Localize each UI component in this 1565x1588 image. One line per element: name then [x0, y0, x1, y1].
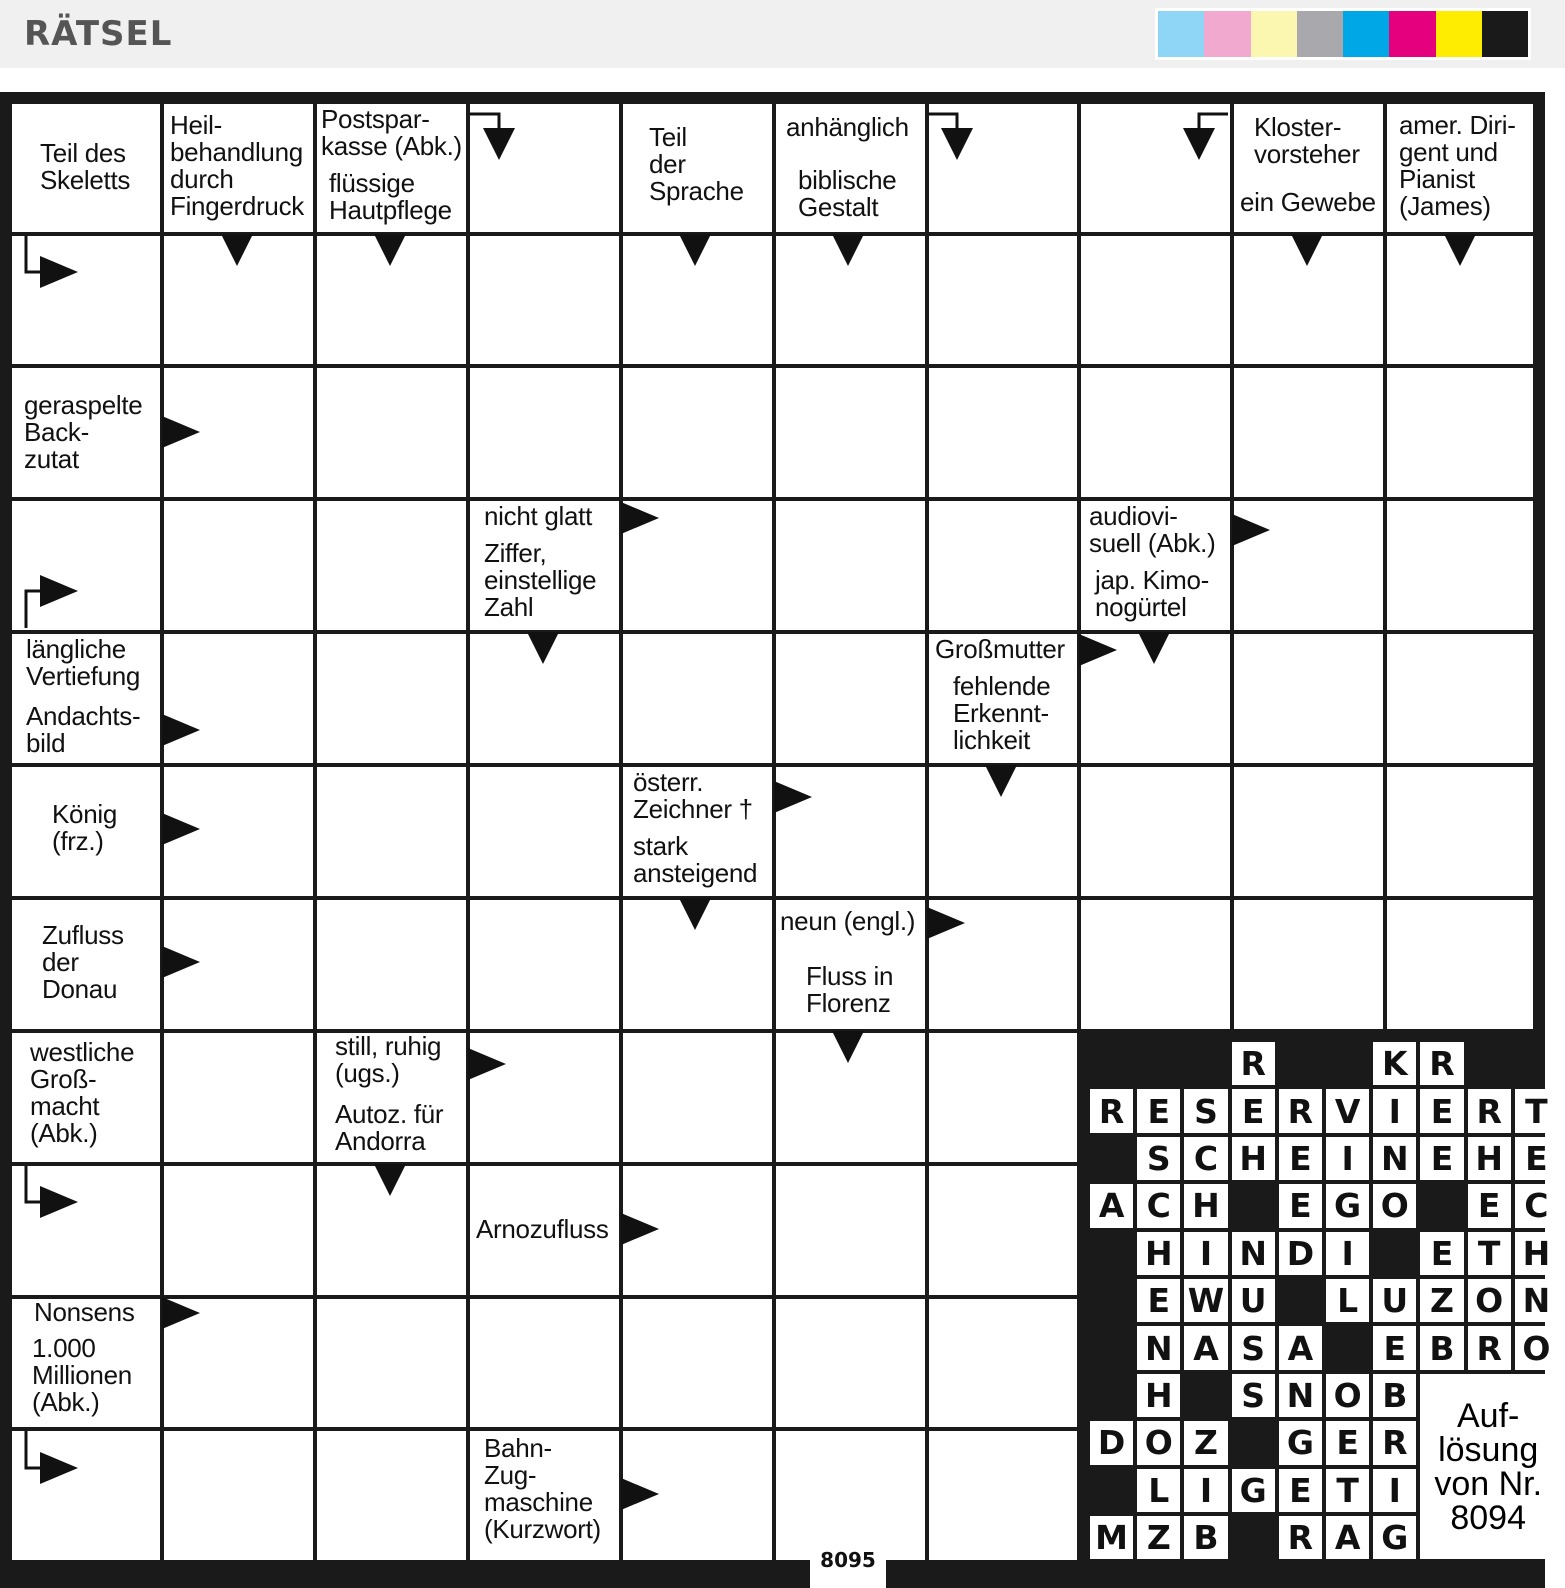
clue-text: Fluss in Florenz	[806, 961, 894, 1018]
solution-letter: I	[1184, 1469, 1227, 1512]
solution-letter: E	[1468, 1184, 1511, 1227]
solution-letter: C	[1137, 1184, 1180, 1227]
solution-letter: S	[1184, 1089, 1227, 1132]
clue-text: ein Gewebe	[1240, 187, 1376, 217]
solution-letter: U	[1373, 1279, 1416, 1322]
clue-text: anhänglich	[786, 112, 909, 142]
solution-letter: N	[1373, 1137, 1416, 1180]
solution-letter: A	[1090, 1184, 1133, 1227]
arrow-down-icon	[374, 1164, 406, 1196]
clue-text: westliche Groß- macht (Abk.)	[30, 1037, 135, 1148]
clue-text: Teil des Skeletts	[40, 138, 131, 195]
solution-letter: H	[1137, 1232, 1180, 1275]
solution-letter: S	[1137, 1137, 1180, 1180]
solution-letter: E	[1326, 1421, 1369, 1464]
solution-letter: E	[1232, 1089, 1275, 1132]
solution-letter: C	[1184, 1137, 1227, 1180]
solution-letter: L	[1326, 1279, 1369, 1322]
solution-letter: A	[1184, 1326, 1227, 1369]
arrow-right-icon	[927, 907, 965, 939]
clue-text: nicht glatt	[484, 501, 592, 531]
solution-letter: U	[1232, 1279, 1275, 1322]
solution-letter: G	[1232, 1469, 1275, 1512]
solution-letter: R	[1420, 1042, 1463, 1085]
arrow-right-icon	[621, 1213, 659, 1245]
clue-text: Nonsens	[34, 1297, 135, 1327]
solution-letter: S	[1232, 1326, 1275, 1369]
arrow-down-icon	[221, 234, 253, 266]
solution-letter: G	[1279, 1421, 1322, 1464]
solution-letter: E	[1279, 1469, 1322, 1512]
solution-letter: N	[1137, 1326, 1180, 1369]
solution-letter: O	[1326, 1374, 1369, 1417]
solution-letter: E	[1515, 1137, 1558, 1180]
solution-letter: D	[1090, 1421, 1133, 1464]
solution-letter: Z	[1137, 1516, 1180, 1559]
arrow-down-icon	[483, 128, 515, 160]
arrow-down-icon	[1138, 632, 1170, 664]
clue-text: längliche Vertiefung	[26, 634, 141, 691]
solution-letter: C	[1515, 1184, 1558, 1227]
solution-letter: E	[1279, 1137, 1322, 1180]
clue-text: amer. Diri- gent und Pianist (James)	[1399, 110, 1516, 221]
bent-arrow-line	[26, 591, 42, 628]
arrow-right-icon	[162, 946, 200, 978]
solution-letter: E	[1420, 1137, 1463, 1180]
solution-letter: L	[1137, 1469, 1180, 1512]
solution-letter: I	[1373, 1089, 1416, 1132]
arrow-right-icon	[162, 813, 200, 845]
solution-letter: R	[1468, 1326, 1511, 1369]
solution-letter: O	[1373, 1184, 1416, 1227]
arrow-down-icon	[985, 765, 1017, 797]
solution-letter: E	[1373, 1326, 1416, 1369]
arrow-down-icon	[527, 632, 559, 664]
arrow-right-icon	[1232, 514, 1270, 546]
arrow-right-icon	[162, 416, 200, 448]
clue-text: Arnozufluss	[476, 1214, 609, 1244]
clue-text: flüssige Hautpflege	[329, 168, 452, 225]
clue-text: Andachts- bild	[26, 701, 141, 758]
clue-text: König (frz.)	[52, 799, 117, 856]
solution-letter: D	[1279, 1232, 1322, 1275]
arrow-right-icon	[40, 256, 78, 288]
bent-arrow-line	[26, 236, 42, 272]
solution-letter: H	[1232, 1137, 1275, 1180]
solution-letter: N	[1232, 1232, 1275, 1275]
solution-letter: E	[1420, 1089, 1463, 1132]
solution-letter: R	[1090, 1089, 1133, 1132]
arrow-right-icon	[162, 1297, 200, 1329]
arrow-right-icon	[1079, 634, 1117, 666]
solution-letter: A	[1326, 1516, 1369, 1559]
solution-letter: I	[1184, 1232, 1227, 1275]
solution-letter: E	[1137, 1089, 1180, 1132]
solution-letter: R	[1468, 1089, 1511, 1132]
clue-text: Ziffer, einstellige Zahl	[484, 538, 597, 622]
solution-letter: O	[1137, 1421, 1180, 1464]
arrow-down-icon	[1291, 234, 1323, 266]
arrow-down-icon	[679, 234, 711, 266]
solution-letter: T	[1468, 1232, 1511, 1275]
page-title: RÄTSEL	[24, 14, 173, 54]
clue-text: geraspelte Back- zutat	[24, 390, 143, 474]
arrow-right-icon	[40, 1452, 78, 1484]
arrow-down-icon	[1444, 234, 1476, 266]
solution-letter: V	[1326, 1089, 1369, 1132]
solution-letter: H	[1184, 1184, 1227, 1227]
bent-arrow-line	[470, 114, 499, 130]
solution-letter: H	[1468, 1137, 1511, 1180]
arrow-down-icon	[1183, 128, 1215, 160]
clue-text: Teil der Sprache	[649, 122, 744, 206]
clue-text: audiovi- suell (Abk.)	[1089, 501, 1216, 558]
solution-letter: G	[1373, 1516, 1416, 1559]
bent-arrow-line	[1199, 114, 1228, 130]
clue-text: Autoz. für Andorra	[335, 1099, 444, 1156]
solution-letter: B	[1420, 1326, 1463, 1369]
solution-letter: H	[1515, 1232, 1558, 1275]
arrow-right-icon	[40, 575, 78, 607]
solution-letter: N	[1279, 1374, 1322, 1417]
arrow-down-icon	[374, 234, 406, 266]
solution-letter: Z	[1420, 1279, 1463, 1322]
solution-letter: B	[1184, 1516, 1227, 1559]
clue-text: neun (engl.)	[780, 906, 916, 936]
solution-letter: E	[1279, 1184, 1322, 1227]
solution-letter: O	[1515, 1326, 1558, 1369]
clue-text: still, ruhig (ugs.)	[335, 1031, 442, 1088]
clue-text: 1.000 Millionen (Abk.)	[32, 1333, 132, 1417]
puzzle-number: 8095	[810, 1546, 886, 1588]
solution-letter: R	[1279, 1516, 1322, 1559]
solution-letter: T	[1515, 1089, 1558, 1132]
clue-text: Kloster- vorsteher	[1254, 112, 1360, 169]
solution-letter: I	[1326, 1232, 1369, 1275]
solution-letter: E	[1420, 1232, 1463, 1275]
solution-letter: A	[1279, 1326, 1322, 1369]
clue-text: österr. Zeichner †	[633, 767, 753, 824]
solution-letter: I	[1326, 1137, 1369, 1180]
solution-letter: R	[1373, 1421, 1416, 1464]
clue-text: stark ansteigend	[633, 831, 758, 888]
arrow-right-icon	[774, 781, 812, 813]
clue-text: biblische Gestalt	[798, 165, 897, 222]
solution-letter: H	[1137, 1374, 1180, 1417]
arrow-right-icon	[468, 1048, 506, 1080]
clue-text: Postspar- kasse (Abk.)	[321, 104, 462, 161]
solution-letter: B	[1373, 1374, 1416, 1417]
arrow-right-icon	[621, 1478, 659, 1510]
clue-text: jap. Kimo- nogürtel	[1095, 565, 1210, 622]
solution-letter: I	[1373, 1469, 1416, 1512]
solution-note: Auf- lösung von Nr. 8094	[1420, 1374, 1556, 1560]
solution-letter: M	[1090, 1516, 1133, 1559]
clue-text: fehlende Erkennt- lichkeit	[953, 671, 1051, 755]
clue-text: Zufluss der Donau	[42, 920, 124, 1004]
solution-letter: R	[1232, 1042, 1275, 1085]
arrow-right-icon	[621, 502, 659, 534]
arrow-down-icon	[832, 234, 864, 266]
solution-letter: Z	[1184, 1421, 1227, 1464]
solution-letter: E	[1137, 1279, 1180, 1322]
clue-text: Bahn- Zug- maschine (Kurzwort)	[484, 1433, 601, 1544]
bent-arrow-line	[26, 1431, 42, 1468]
arrow-down-icon	[832, 1031, 864, 1063]
arrow-down-icon	[679, 898, 711, 930]
bent-arrow-line	[929, 114, 957, 130]
solution-letter: G	[1326, 1184, 1369, 1227]
solution-letter: N	[1515, 1279, 1558, 1322]
solution-letter: W	[1184, 1279, 1227, 1322]
arrow-right-icon	[162, 714, 200, 746]
solution-letter: T	[1326, 1469, 1369, 1512]
arrow-right-icon	[40, 1186, 78, 1218]
bent-arrow-line	[26, 1166, 42, 1202]
solution-letter: K	[1373, 1042, 1416, 1085]
clue-text: Heil- behandlung durch Fingerdruck	[170, 110, 304, 221]
solution-letter: S	[1232, 1374, 1275, 1417]
arrow-down-icon	[941, 128, 973, 160]
solution-letter: R	[1279, 1089, 1322, 1132]
solution-letter: O	[1468, 1279, 1511, 1322]
clue-text: Großmutter	[935, 634, 1065, 664]
